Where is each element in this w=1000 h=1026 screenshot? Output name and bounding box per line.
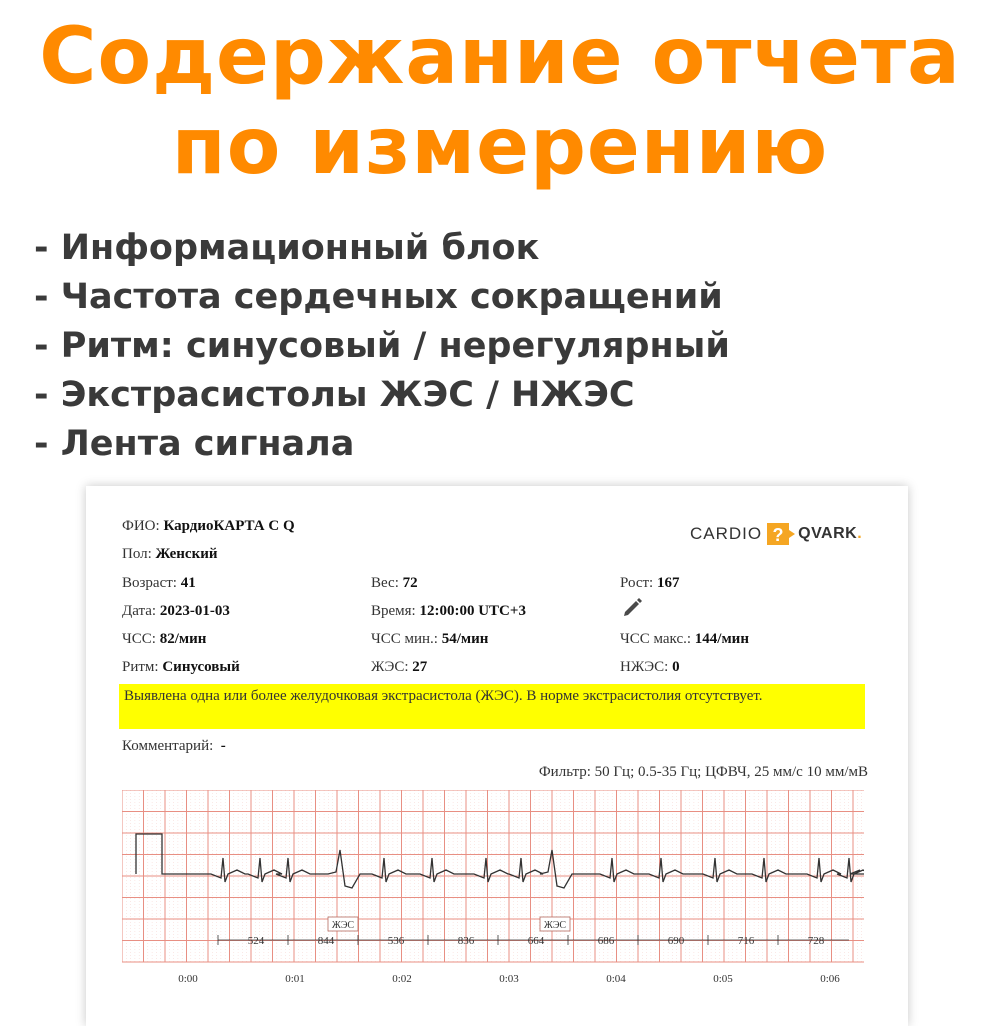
time-label: 0:02 [392,973,412,985]
rr-value: 728 [807,935,825,947]
rr-value: 836 [457,935,475,947]
logo-qvark-text: QVARK [798,525,858,542]
rr-value: 844 [317,935,335,947]
time-label: 0:00 [178,973,198,985]
rr-value: 690 [667,935,685,947]
age-value: 41 [180,575,196,591]
headline-line-1: Содержание отчета [39,12,961,102]
field-fio [122,518,295,535]
height-label: Рост: [620,575,654,591]
ecg-trace [136,834,864,888]
rhythm-value: Синусовый [162,659,240,675]
feature-item: - Лента сигнала [34,420,730,469]
time-label: 0:03 [499,973,519,985]
field-comment [122,738,226,755]
field-hr-min [371,631,488,648]
comment-value: - [220,738,226,754]
feature-item: - Ритм: синусовый / нерегулярный [34,322,730,371]
field-weight [371,575,418,592]
field-date [122,603,230,620]
svg-text:?: ? [772,525,784,545]
feature-list [34,224,730,469]
headline-line-2: по измерению [171,102,829,192]
rr-value: 664 [527,935,545,947]
filter-settings: Фильтр: 50 Гц; 0.5-35 Гц; ЦФВЧ, 25 мм/с 10 мм/мВ [538,764,868,780]
hr-max-value: 144/мин [694,631,749,647]
hr-value: 82/мин [159,631,207,647]
feature-item: - Частота сердечных сокращений [34,273,730,322]
rr-value: 716 [737,935,755,947]
field-sex [122,546,218,563]
hr-min-label: ЧСС мин.: [371,631,438,647]
pencil-icon[interactable] [622,596,644,618]
height-value: 167 [656,575,680,591]
rr-value: 686 [597,935,615,947]
time-label: Время: [371,603,416,619]
weight-label: Вес: [371,575,399,591]
fio-value: КардиоКАРТА С Q [163,518,295,534]
pvc-label: ЖЭС: [371,659,409,675]
logo-cardio-text: CARDIO [690,524,763,543]
field-rhythm [122,659,240,676]
field-age [122,575,196,592]
logo-mark-icon [766,520,796,548]
pac-value: 0 [672,659,680,675]
age-label: Возраст: [122,575,177,591]
ecg-time-axis [178,973,840,985]
time-label: 0:06 [820,973,840,985]
weight-value: 72 [402,575,418,591]
hr-max-label: ЧСС макс.: [620,631,692,647]
field-pvc [371,659,427,676]
logo-dot: . [857,525,863,542]
comment-label: Комментарий: [122,738,214,754]
ecg-strip [122,790,864,990]
field-pac [620,659,680,676]
headline [0,12,1000,192]
beat-label: ЖЭС [331,920,355,931]
time-value: 12:00:00 UTC+3 [419,603,526,619]
rr-value: 536 [387,935,405,947]
feature-item: - Информационный блок [34,224,730,273]
date-value: 2023-01-03 [159,603,230,619]
pac-label: НЖЭС: [620,659,669,675]
sex-label: Пол: [122,546,152,562]
hr-min-value: 54/мин [441,631,489,647]
field-height [620,575,679,592]
beat-label: ЖЭС [543,920,567,931]
time-label: 0:01 [285,973,305,985]
field-time [371,603,526,620]
report-card [86,486,908,1026]
time-label: 0:04 [606,973,626,985]
cardio-qvark-logo [690,520,862,548]
hr-label: ЧСС: [122,631,156,647]
field-hr-max [620,631,749,648]
field-hr [122,631,206,648]
time-label: 0:05 [713,973,733,985]
rr-value: 524 [247,935,265,947]
feature-item: - Экстрасистолы ЖЭС / НЖЭС [34,371,730,420]
fio-label: ФИО: [122,518,160,534]
date-label: Дата: [122,603,157,619]
ecg-waveform [136,834,864,888]
pvc-alert-banner: Выявлена одна или более желудочковая экстрасистола (ЖЭС). В норме экстрасистолия отсутствует. [119,684,865,729]
pvc-value: 27 [412,659,428,675]
rhythm-label: Ритм: [122,659,159,675]
sex-value: Женский [155,546,218,562]
